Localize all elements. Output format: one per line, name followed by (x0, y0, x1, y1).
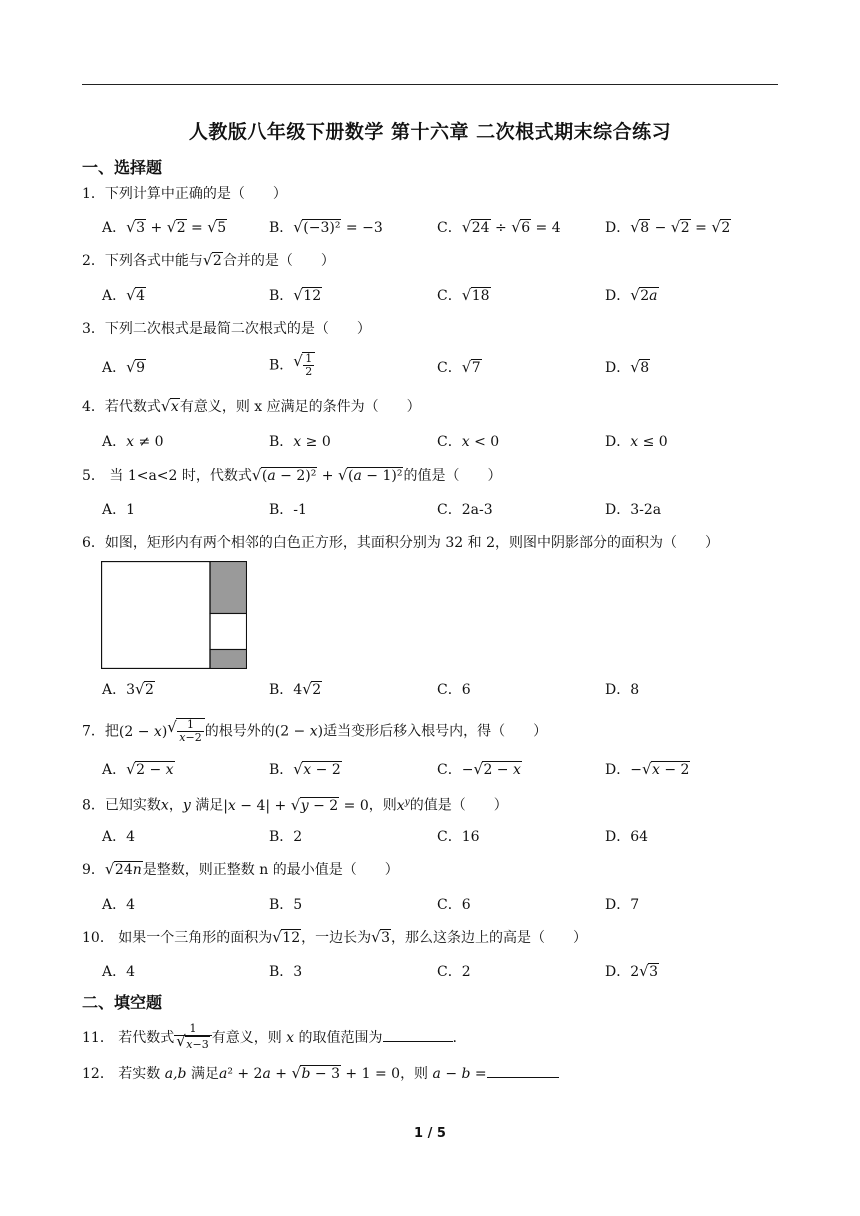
section-heading-choice: 一、选择题 (82, 158, 163, 177)
question-4-options (102, 432, 782, 454)
question-2: 2．下列各式中能与√ 2合并的是（ ） (82, 251, 335, 271)
question-5-options (102, 500, 782, 522)
question-1: 1．下列计算中正确的是（ ） (82, 186, 287, 202)
page-title: 人教版八年级下册数学 第十六章 二次根式期末综合练习 (188, 121, 672, 143)
option-d: D．3-2a (605, 502, 662, 518)
option-d: D．−√ x − 2 (605, 760, 690, 780)
option-a: A．√ 9 (102, 358, 146, 378)
option-a: A．x ≠ 0 (102, 434, 164, 450)
option-d: D．2√ 3 (605, 962, 659, 982)
option-d: D．x ≤ 0 (605, 434, 668, 450)
option-d: D．8 (605, 682, 640, 698)
option-a: A．4 (102, 829, 136, 845)
option-a: A．√ 2 − x (102, 760, 175, 780)
question-6-options (102, 680, 782, 702)
option-d: D．√ 8 − √ 2 = √ 2 (605, 218, 731, 238)
option-c: C．2 (437, 964, 471, 980)
question-12: 12． 若实数 a,b 满足a² + 2a + √ b − 3 + 1 = 0，则 a − b = (82, 1063, 559, 1084)
option-b: B．√ (−3)² = −3 (269, 218, 383, 238)
question-1-options (102, 218, 782, 240)
option-c: C．−√ 2 − x (437, 760, 522, 780)
option-d: D．64 (605, 829, 649, 845)
option-b: B．√ 12 (269, 286, 322, 306)
option-c: C．2a-3 (437, 502, 493, 518)
question-4: 4．若代数式√ x有意义，则 x 应满足的条件为（ ） (82, 397, 421, 417)
rectangle-squares-figure (101, 561, 247, 669)
page-indicator: 1 / 5 (414, 1126, 446, 1141)
option-a: A．3√ 2 (102, 680, 155, 700)
option-b: B．3 (269, 964, 303, 980)
option-b: B．2 (269, 829, 303, 845)
question-11: 11． 若代数式 1 √ x−3 有意义，则 x 的取值范围为 . (82, 1023, 457, 1053)
option-d: D．7 (605, 897, 640, 913)
question-6: 6．如图，矩形内有两个相邻的白色正方形，其面积分别为 32 和 2，则图中阴影部分的面积为（ ） (82, 535, 719, 551)
option-d: D．√ 2a (605, 286, 659, 306)
option-b: B．4√ 2 (269, 680, 322, 700)
option-a: A．√ 4 (102, 286, 146, 306)
question-10-options (102, 962, 782, 984)
option-b: B． √ $\frac{1}{2}$ (269, 352, 315, 378)
option-c: C．x < 0 (437, 434, 500, 450)
option-a: A．4 (102, 964, 136, 980)
question-7-options (102, 760, 782, 782)
option-b: B．5 (269, 897, 303, 913)
question-7: 7．把(2 − x) √ $\frac{1}{x-2}$ 的根号外的(2 − x)适当变形后移入根号内，得（ ） (82, 718, 547, 744)
question-5: 5． 当 1<a<2 时，代数式√ (a − 2)² + √ (a − 1)²的值是（ ） (82, 466, 501, 486)
question-3: 3．下列二次根式是最简二次根式的是（ ） (82, 321, 371, 337)
section-heading-fill: 二、填空题 (82, 993, 163, 1012)
question-9: 9．√ 24n是整数，则正整数 n 的最小值是（ ） (82, 860, 399, 880)
option-c: C．16 (437, 829, 480, 845)
option-b: B．-1 (269, 502, 307, 518)
question-8: 8．已知实数x，y 满足|x − 4| + √ y − 2 = 0，则$x^y$的值是（ ） (82, 792, 508, 816)
option-a: A．4 (102, 897, 136, 913)
option-c: C．6 (437, 897, 471, 913)
question-2-options (102, 286, 782, 308)
question-9-options (102, 895, 782, 917)
question-3-options (102, 352, 782, 380)
option-c: C．√ 24 ÷ √ 6 = 4 (437, 218, 561, 238)
answer-blank[interactable] (487, 1063, 559, 1078)
answer-blank[interactable] (383, 1027, 453, 1042)
option-c: C．√ 7 (437, 358, 482, 378)
question-8-options (102, 827, 782, 849)
option-c: C．√ 18 (437, 286, 491, 306)
option-b: B．x ≥ 0 (269, 434, 331, 450)
question-10: 10． 如果一个三角形的面积为√ 12，一边长为√ 3，那么这条边上的高是（ ） (82, 928, 587, 948)
option-d: D．√ 8 (605, 358, 650, 378)
option-a: A．1 (102, 502, 136, 518)
option-b: B．√ x − 2 (269, 760, 342, 780)
option-a: A．√ 3 + √ 2 = √ 5 (102, 218, 227, 238)
option-c: C．6 (437, 682, 471, 698)
header-rule (82, 84, 778, 85)
